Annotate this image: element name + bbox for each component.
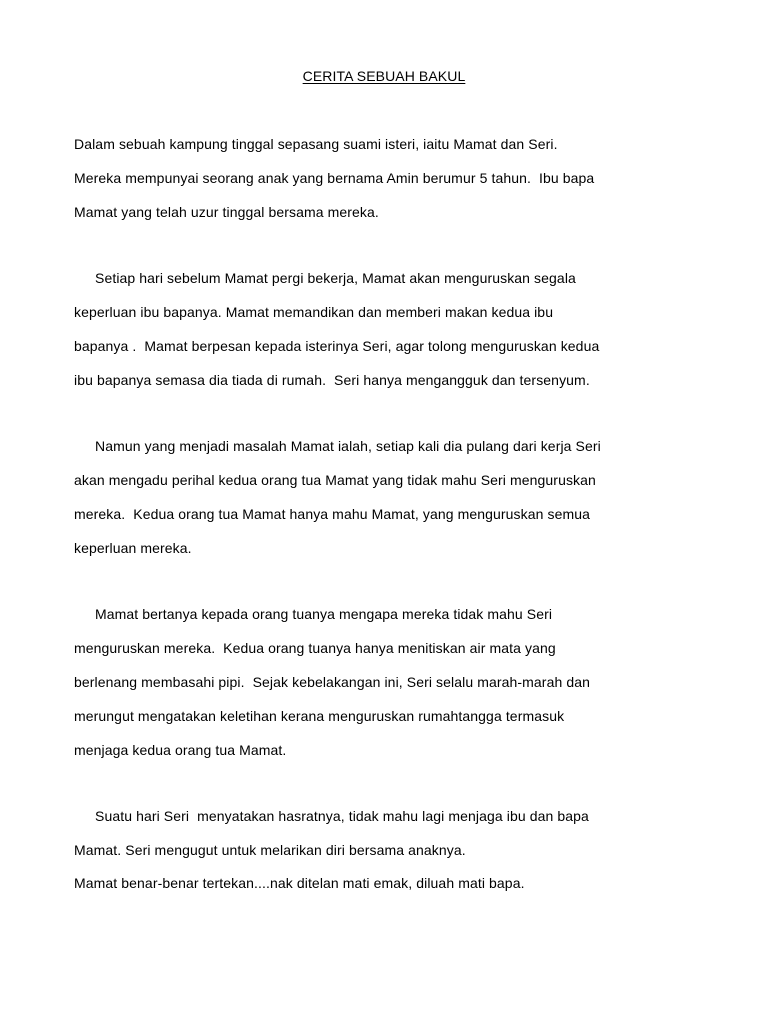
text-line: Mereka mempunyai seorang anak yang bernama Amin berumur 5 tahun. Ibu bapa	[74, 170, 595, 186]
text-line: menjaga kedua orang tua Mamat.	[74, 742, 287, 758]
text-line: Mamat benar-benar tertekan....nak ditelan mati emak, diluah mati bapa.	[74, 875, 525, 891]
text-line: akan mengadu perihal kedua orang tua Mamat yang tidak mahu Seri menguruskan	[74, 472, 596, 488]
document-title: CERITA SEBUAH BAKUL	[302, 68, 466, 84]
text-line: Mamat yang telah uzur tinggal bersama mereka.	[74, 204, 379, 220]
text-line: Mamat. Seri mengugut untuk melarikan diri bersama anaknya.	[74, 842, 466, 858]
text-line: keperluan ibu bapanya. Mamat memandikan dan memberi makan kedua ibu	[74, 304, 554, 320]
text-line: Dalam sebuah kampung tinggal sepasang suami isteri, iaitu Mamat dan Seri.	[74, 136, 558, 152]
text-line: Mamat bertanya kepada orang tuanya mengapa mereka tidak mahu Seri	[95, 606, 553, 622]
text-line: Namun yang menjadi masalah Mamat ialah, setiap kali dia pulang dari kerja Seri	[95, 438, 601, 454]
text-line: Setiap hari sebelum Mamat pergi bekerja, Mamat akan menguruskan segala	[95, 270, 576, 286]
text-line: keperluan mereka.	[74, 540, 192, 556]
text-line: bapanya . Mamat berpesan kepada isterinya Seri, agar tolong menguruskan kedua	[74, 338, 600, 354]
text-line: berlenang membasahi pipi. Sejak kebelakangan ini, Seri selalu marah-marah dan	[74, 674, 590, 690]
text-line: merungut mengatakan keletihan kerana menguruskan rumahtangga termasuk	[74, 708, 565, 724]
text-line: mereka. Kedua orang tua Mamat hanya mahu Mamat, yang menguruskan semua	[74, 506, 591, 522]
text-line: menguruskan mereka. Kedua orang tuanya hanya menitiskan air mata yang	[74, 640, 556, 656]
text-line: Suatu hari Seri menyatakan hasratnya, tidak mahu lagi menjaga ibu dan bapa	[95, 808, 589, 824]
text-line: ibu bapanya semasa dia tiada di rumah. Seri hanya mengangguk dan tersenyum.	[74, 372, 590, 388]
